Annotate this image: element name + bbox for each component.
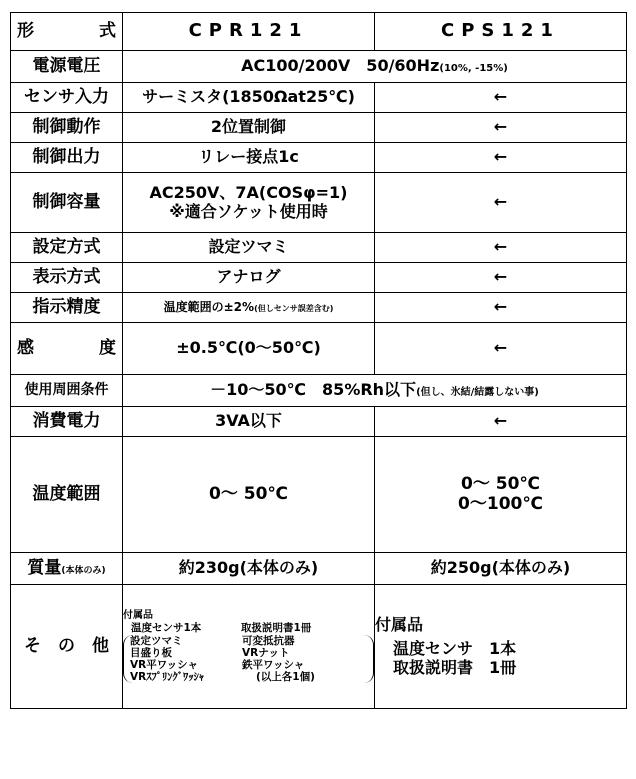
value-mass-a: 約230g(本体のみ) [123,553,375,585]
value-accuracy: 温度範囲の±2%(但しセンサ誤差含む) [123,293,375,323]
value-temp-range-b [375,437,627,553]
value-temp-range-a: 0～ 50℃ [123,437,375,553]
label-temp-range: 温度範囲 [11,437,123,553]
accessories-line1-a: 温度センサ1本 取扱説明書1冊 [131,621,312,634]
accessory-item: VR平ワッシャ 鉄平ワッシャ [130,658,305,671]
accessory-item: 設定ツマミ 可変抵抗器 [130,634,295,647]
arrow-control-action: ← [375,113,627,143]
label-sensitivity: 感 度 [11,323,123,375]
label-control-capacity: 制御容量 [11,173,123,233]
temp-range-b1: 0～ 50℃ [461,473,540,494]
label-other: そ の 他 [11,585,123,709]
value-display: アナログ [123,263,375,293]
arrow-display: ← [375,263,627,293]
accessory-item: 目盛り板 VRナット [130,646,290,659]
model-a: CPR121 [123,13,375,51]
row-model [11,13,627,51]
label-sensor: センサ入力 [11,83,123,113]
accessories-line1-b: 温度センサ 1本 [393,639,517,659]
accessories-line2-b: 取扱説明書 1冊 [393,657,517,677]
arrow-setting: ← [375,233,627,263]
row-setting [11,233,627,263]
row-accuracy [11,293,627,323]
row-control-capacity [11,173,627,233]
label-model: 形 式 [11,13,123,51]
row-power [11,51,627,83]
capacity-line1: AC250V、7A(COSφ=1) [149,183,348,203]
row-control-output [11,143,627,173]
arrow-consumption: ← [375,407,627,437]
value-other-a [123,585,375,709]
accessories-title-a: 付属品 [123,610,153,622]
label-control-action: 制御動作 [11,113,123,143]
capacity-line2: ※適合ソケット使用時 [169,201,328,221]
value-other-b [375,585,627,709]
value-sensor: サーミスタ(1850Ωat25℃) [123,83,375,113]
label-power: 電源電圧 [11,51,123,83]
label-ambient: 使用周囲条件 [11,375,123,407]
row-sensor [11,83,627,113]
value-setting: 設定ツマミ [123,233,375,263]
value-sensitivity: ±0.5℃(0～50℃) [123,323,375,375]
label-display: 表示方式 [11,263,123,293]
value-control-output: リレー接点1c [123,143,375,173]
accessories-title-b: 付属品 [375,614,424,634]
value-control-capacity [123,173,375,233]
arrow-sensor: ← [375,83,627,113]
temp-range-b2: 0～100℃ [458,493,543,514]
row-mass [11,553,627,585]
spec-sheet [10,12,626,769]
value-ambient: －10～50℃ 85%Rh以下(但し、氷結/結露しない事) [123,375,627,407]
row-control-action [11,113,627,143]
label-setting: 設定方式 [11,233,123,263]
label-control-output: 制御出力 [11,143,123,173]
value-power: AC100/200V 50/60Hz(10%, -15%) [123,51,627,83]
row-sensitivity [11,323,627,375]
value-consumption: 3VA以下 [123,407,375,437]
row-temp-range [11,437,627,553]
value-control-action: 2位置制御 [123,113,375,143]
row-display [11,263,627,293]
label-accuracy: 指示精度 [11,293,123,323]
row-ambient [11,375,627,407]
label-consumption: 消費電力 [11,407,123,437]
arrow-control-capacity: ← [375,173,627,233]
arrow-control-output: ← [375,143,627,173]
value-mass-b: 約250g(本体のみ) [375,553,627,585]
accessory-item: VRｽﾌﾟﾘﾝｸﾞﾜｯｼｬ (以上各1個) [130,670,315,683]
accessories-bracket [123,635,374,683]
row-other [11,585,627,709]
spec-table [10,12,627,709]
arrow-accuracy: ← [375,293,627,323]
model-b: CPS121 [375,13,627,51]
arrow-sensitivity: ← [375,323,627,375]
label-mass: 質量(本体のみ) [11,553,123,585]
row-consumption [11,407,627,437]
